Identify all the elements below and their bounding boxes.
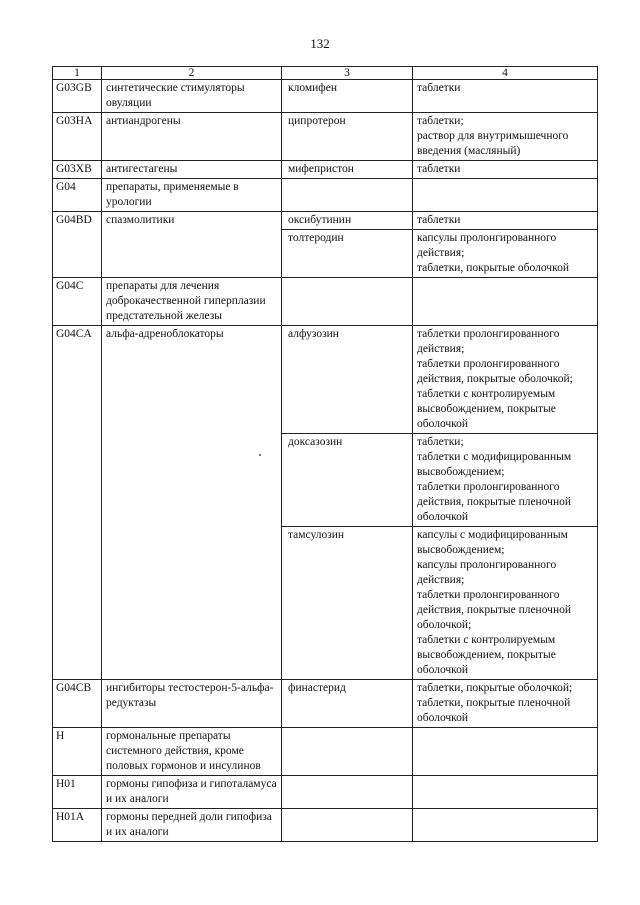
substance-cell xyxy=(282,179,413,212)
dosage-form: таблетки пролонгированного действия, покрытые оболочкой; xyxy=(417,358,573,385)
dosage-forms-cell xyxy=(413,728,598,776)
dosage-forms-cell xyxy=(413,278,598,326)
substance-cell: толтеродин xyxy=(282,230,413,278)
dosage-form: таблетки xyxy=(417,214,461,226)
group-name-cell: альфа-адреноблокаторы xyxy=(102,326,282,680)
dosage-form: капсулы пролонгированного действия; xyxy=(417,232,557,259)
table-row xyxy=(53,179,598,212)
table-row xyxy=(53,680,598,728)
atc-code-cell: G04 xyxy=(53,179,102,212)
atc-code-cell: G04BD xyxy=(53,212,102,278)
dosage-form: таблетки xyxy=(417,163,461,175)
table-row xyxy=(53,80,598,113)
group-name-cell: гормональные препараты системного действия, кроме половых гормонов и инсулинов xyxy=(102,728,282,776)
page-number: 132 xyxy=(310,36,330,51)
dosage-form: таблетки, покрытые пленочной оболочкой xyxy=(417,697,571,724)
table-row xyxy=(53,278,598,326)
dosage-forms-cell xyxy=(413,326,598,434)
atc-code-cell: G04C xyxy=(53,278,102,326)
atc-code-cell: H xyxy=(53,728,102,776)
substance-cell: кломифен xyxy=(282,80,413,113)
dosage-form: таблетки с контролируемым высвобождением, покрытые оболочкой xyxy=(417,634,556,676)
dosage-forms-cell xyxy=(413,527,598,680)
group-name-cell: ингибиторы тестостерон-5-альфа-редуктазы xyxy=(102,680,282,728)
column-header: 1 xyxy=(53,67,102,80)
dosage-form: таблетки пролонгированного действия, покрытые пленочной оболочкой xyxy=(417,481,572,523)
table-row xyxy=(53,809,598,842)
table-row xyxy=(53,326,598,434)
substance-cell xyxy=(282,278,413,326)
table-row xyxy=(53,212,598,230)
dosage-form: капсулы пролонгированного действия; xyxy=(417,559,557,586)
dosage-forms-cell xyxy=(413,113,598,161)
table-row xyxy=(53,113,598,161)
group-name-cell: гормоны передней доли гипофиза и их аналоги xyxy=(102,809,282,842)
column-header: 4 xyxy=(413,67,598,80)
substance-cell xyxy=(282,809,413,842)
group-name-cell: антиандрогены xyxy=(102,113,282,161)
substance-cell: ципротерон xyxy=(282,113,413,161)
dosage-form: таблетки пролонгированного действия; xyxy=(417,328,560,355)
dosage-forms-cell xyxy=(413,230,598,278)
dosage-form: раствор для внутримышечного введения (масляный) xyxy=(417,130,569,157)
atc-code-cell: G04CB xyxy=(53,680,102,728)
dosage-forms-cell xyxy=(413,809,598,842)
group-name-cell: антигестагены xyxy=(102,161,282,179)
substance-cell: финастерид xyxy=(282,680,413,728)
dosage-form: таблетки, покрытые оболочкой; xyxy=(417,682,573,694)
dosage-forms-cell xyxy=(413,80,598,113)
group-name-cell: спазмолитики xyxy=(102,212,282,278)
group-name-cell: синтетические стимуляторы овуляции xyxy=(102,80,282,113)
substance-cell xyxy=(282,728,413,776)
dosage-form: таблетки; xyxy=(417,436,464,448)
group-name-cell: препараты для лечения доброкачественной гиперплазии предстательной железы xyxy=(102,278,282,326)
drug-classification-table xyxy=(52,66,598,842)
dosage-forms-cell xyxy=(413,179,598,212)
column-header: 3 xyxy=(282,67,413,80)
group-name-cell: препараты, применяемые в урологии xyxy=(102,179,282,212)
atc-code-cell: G03HA xyxy=(53,113,102,161)
table-row xyxy=(53,728,598,776)
dosage-forms-cell xyxy=(413,161,598,179)
substance-cell: тамсулозин xyxy=(282,527,413,680)
dosage-forms-cell xyxy=(413,434,598,527)
group-name-cell: гормоны гипофиза и гипоталамуса и их аналоги xyxy=(102,776,282,809)
substance-cell xyxy=(282,776,413,809)
atc-code-cell: G04CA xyxy=(53,326,102,680)
dosage-form: таблетки, покрытые оболочкой xyxy=(417,262,569,274)
column-header: 2 xyxy=(102,67,282,80)
table-body xyxy=(53,80,598,842)
dosage-form: таблетки xyxy=(417,82,461,94)
atc-code-cell: G03XB xyxy=(53,161,102,179)
dosage-forms-cell xyxy=(413,680,598,728)
atc-code-cell: H01A xyxy=(53,809,102,842)
dosage-form: таблетки пролонгированного действия, покрытые пленочной оболочкой; xyxy=(417,589,572,631)
substance-cell: оксибутинин xyxy=(282,212,413,230)
substance-cell: доксазозин xyxy=(282,434,413,527)
dosage-form: таблетки с модифицированным высвобождением; xyxy=(417,451,572,478)
table-row xyxy=(53,776,598,809)
dosage-form: таблетки; xyxy=(417,115,464,127)
atc-code-cell: G03GB xyxy=(53,80,102,113)
substance-cell: алфузозин xyxy=(282,326,413,434)
dosage-forms-cell xyxy=(413,212,598,230)
dosage-forms-cell xyxy=(413,776,598,809)
header-row xyxy=(53,67,598,80)
atc-code-cell: H01 xyxy=(53,776,102,809)
dosage-form: таблетки с контролируемым высвобождением, покрытые оболочкой xyxy=(417,388,556,430)
dosage-form: капсулы с модифицированным высвобождением; xyxy=(417,529,568,556)
table-row xyxy=(53,161,598,179)
scan-speck xyxy=(259,454,261,456)
substance-cell: мифепристон xyxy=(282,161,413,179)
